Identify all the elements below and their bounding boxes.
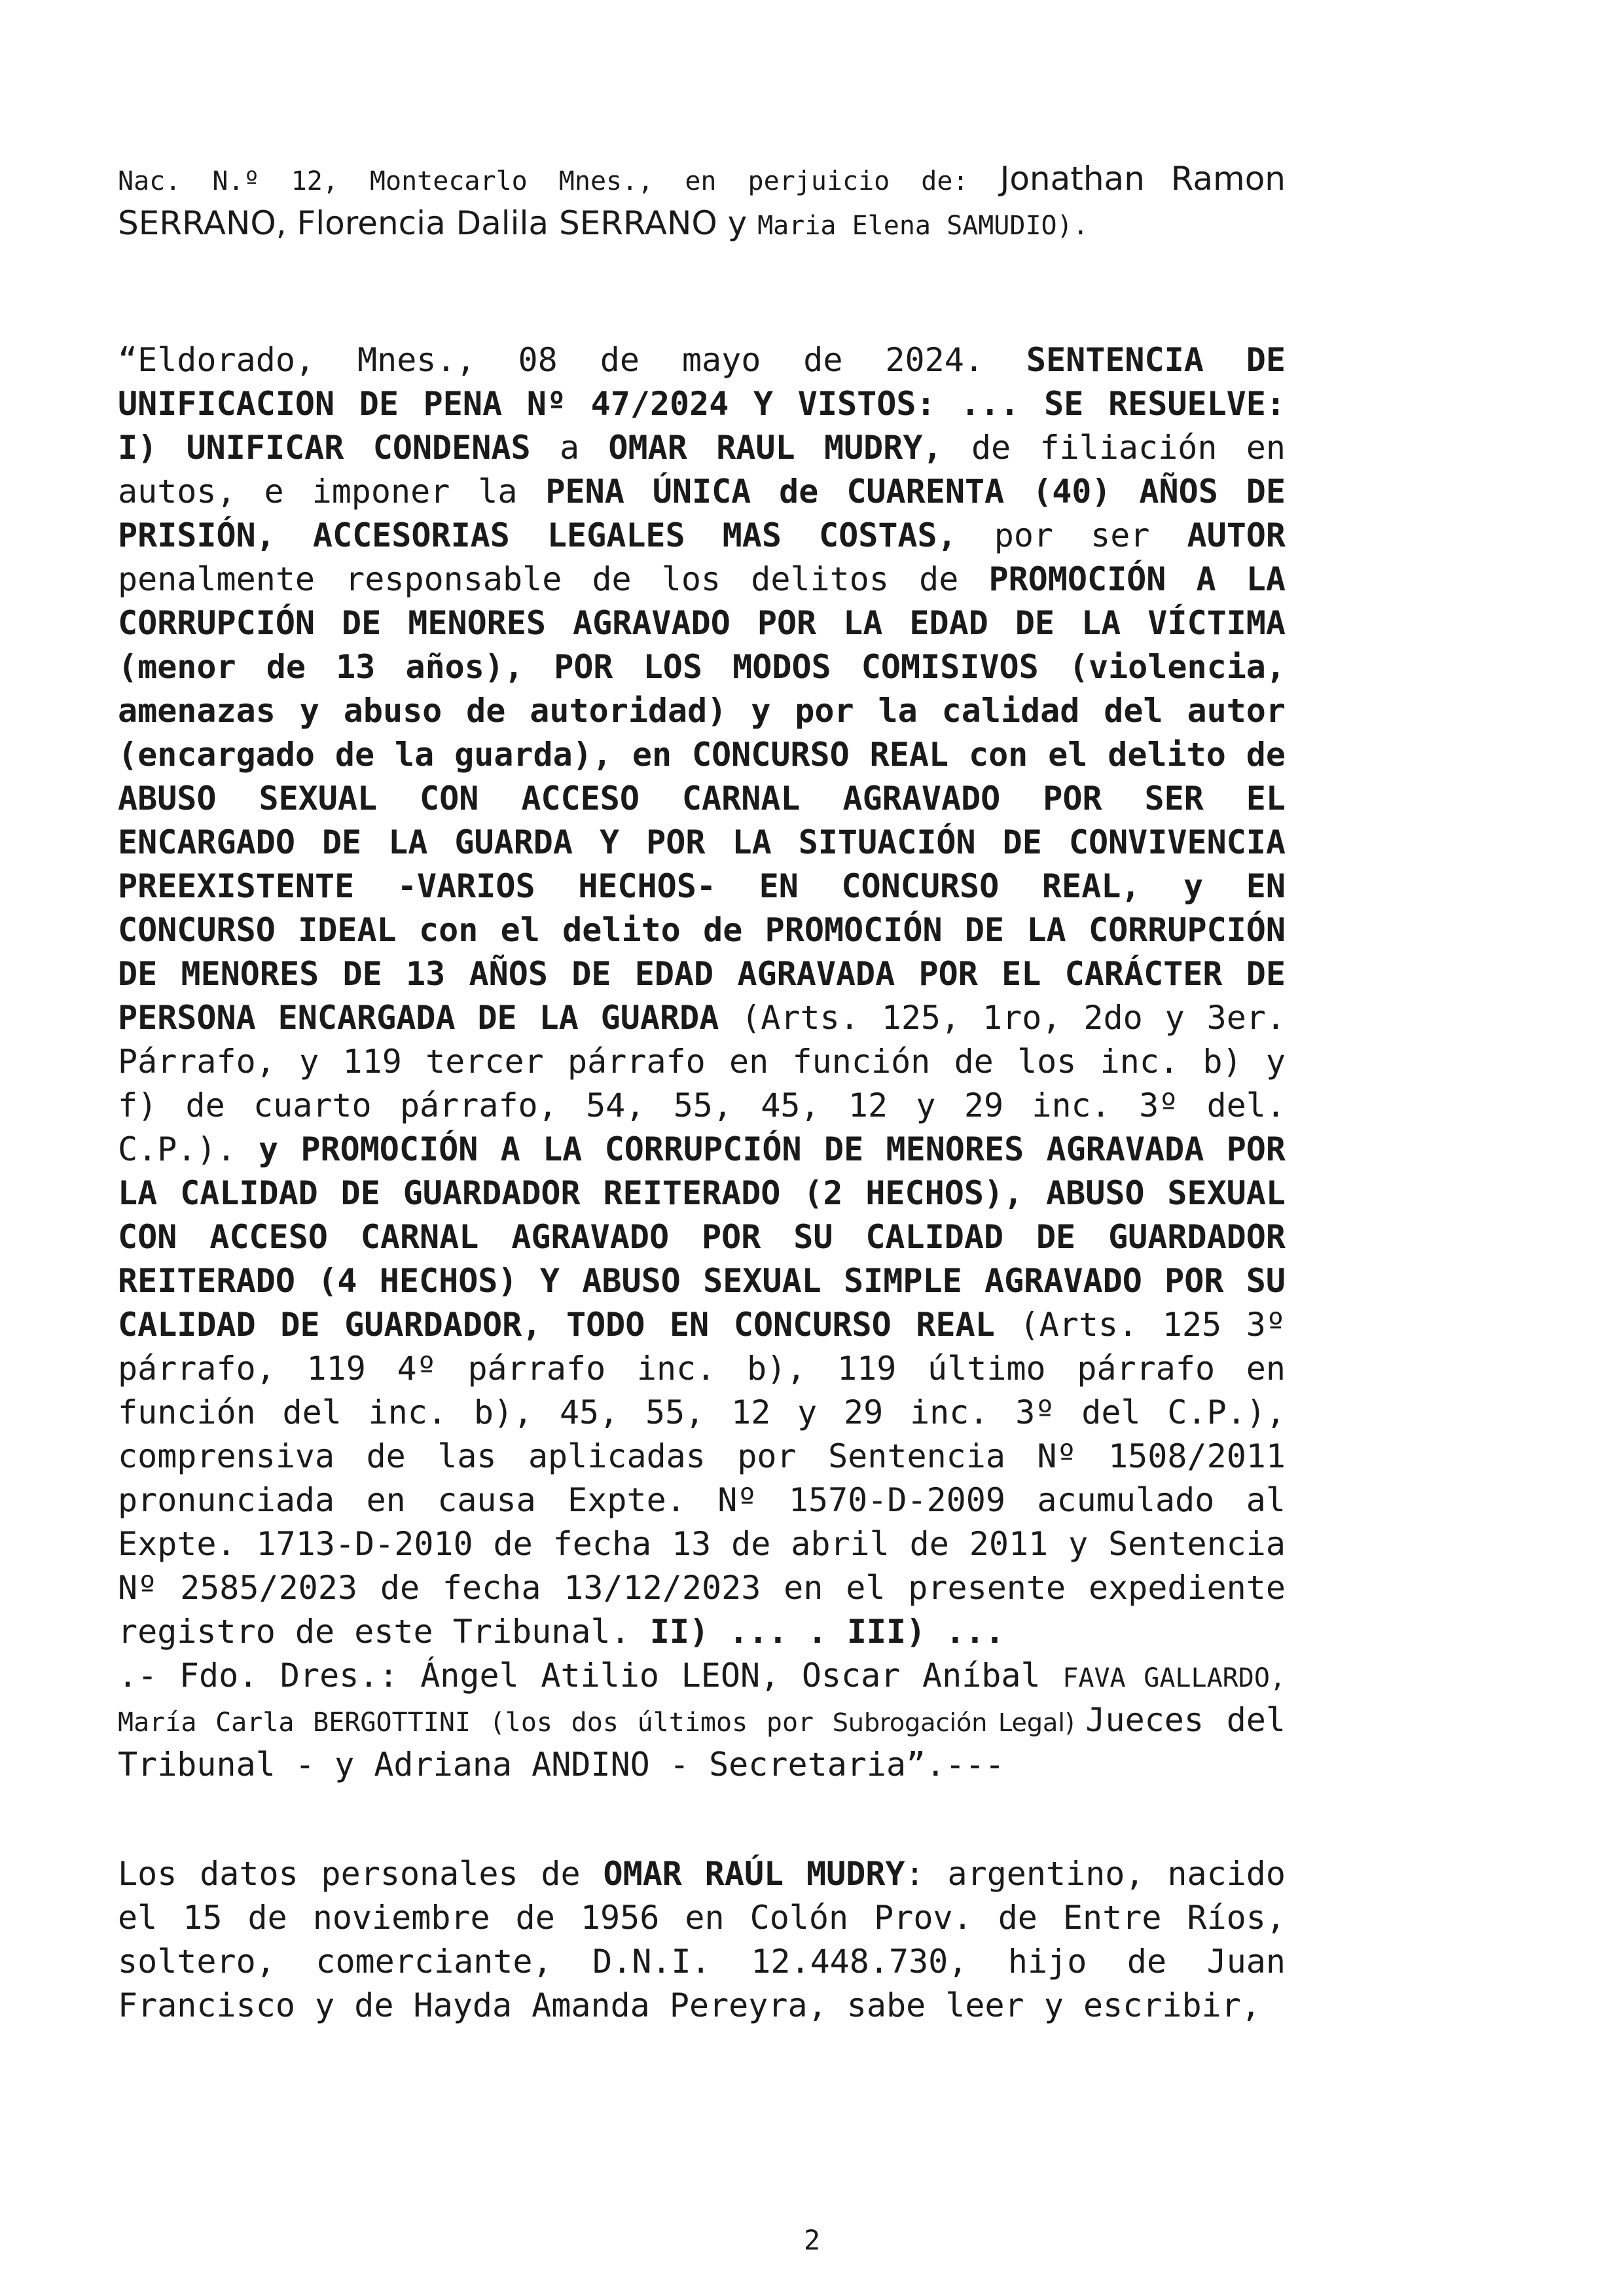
penalty: PENA ÚNICA de CUARENTA (40) AÑOS DE PRISIÓN, ACCESORIAS LEGALES MAS COSTAS, — [118, 473, 1286, 554]
defendant-name-personal: OMAR RAÚL MUDRY — [603, 1855, 905, 1893]
header-victims: Jonathan Ramon SERRANO, Florencia Dalila SERRANO y — [118, 160, 1286, 242]
sentence-text: de filiación en autos, e imponer la — [118, 429, 1286, 511]
author-label: AUTOR — [1187, 516, 1286, 554]
crimes-list-1: PROMOCIÓN A LA CORRUPCIÓN DE MENORES AGRAVADO POR LA EDAD DE LA VÍCTIMA (menor de 13 años), POR LOS MODOS COMISIVOS (violencia, amenazas y abuso de autoridad) y por la calidad del autor (encargado de la guarda), en CONCURSO REAL con el delito de ABUSO SEXUAL CON ACCESO CARNAL AGRAVADO POR SER EL ENCARGADO DE LA GUARDA Y POR LA SITUACIÓN DE CONVIVENCIA PREEXISTENTE -VARIOS HECHOS- EN CONCURSO REAL, y EN CONCURSO IDEAL con el delito de PROMOCIÓN DE LA CORRUPCIÓN DE MENORES DE 13 AÑOS DE EDAD AGRAVADA POR EL CARÁCTER DE PERSONA ENCARGADA DE LA GUARDA — [118, 560, 1286, 1037]
articles-2: (Arts. 125 3º párrafo, 119 4º párrafo inc. b), 119 último párrafo en función del inc. b), 45, 55, 12 y 29 inc. 3º del C.P.), comprensiva de las aplicadas por Sentencia Nº 1508/2011 pronunciada en causa Expte. Nº 1570-D-2009 acumulado al Expte. 1713-D-2010 de fecha 13 de abril de 2011 y Sentencia Nº 2585/2023 de fecha 13/12/2023 en el presente expediente registro de este Tribunal. — [118, 1306, 1286, 1651]
sentence-date: “Eldorado, Mnes., 08 de mayo de 2024. — [118, 341, 1026, 379]
signatures-4: Jueces del Tribunal - y Adriana ANDINO - Secretaria”.--- — [118, 1701, 1286, 1784]
sentence-text: penalmente responsable de los delitos de — [118, 560, 989, 598]
personal-data-paragraph — [118, 1852, 1286, 2028]
defendant-name: OMAR RAUL MUDRY, — [608, 429, 943, 467]
signatures-2: FAVA GALLARDO, María Carla BERGOTTINI (los dos últimos por — [118, 1663, 1286, 1738]
page-number: 2 — [803, 2224, 821, 2256]
header-text-3: Maria Elena SAMUDIO). — [757, 211, 1089, 241]
personal-details: : argentino, nacido el 15 de noviembre de 1956 en Colón Prov. de Entre Ríos, soltero, comerciante, D.N.I. 12.448.730, hijo de Juan Francisco y de Hayda Amanda Pereyra, sabe leer y escribir, — [118, 1855, 1286, 2024]
signatures-1: .- Fdo. Dres.: Ángel Atilio LEON, Oscar Aníbal — [118, 1657, 1063, 1695]
sentence-paragraph — [118, 338, 1286, 1787]
personal-text: Los datos personales de — [118, 1855, 604, 1893]
header-text-1: Nac. N.º 12, Montecarlo Mnes., en perjuicio de: — [118, 166, 1000, 196]
resolution-items: II) ... . III) ... — [649, 1613, 1005, 1651]
header-paragraph — [118, 157, 1286, 246]
articles-1: (Arts. 125, 1ro, 2do y 3er. Párrafo, y 119 tercer párrafo en función de los inc. b) y f) de cuarto párrafo, 54, 55, 45, 12 y 29 inc. 3º del. C.P.). — [118, 999, 1286, 1168]
sentence-text: a — [530, 429, 609, 467]
crimes-list-2: y PROMOCIÓN A LA CORRUPCIÓN DE MENORES AGRAVADA POR LA CALIDAD DE GUARDADOR REITERADO (2 HECHOS), ABUSO SEXUAL CON ACCESO CARNAL AGRAVADO POR SU CALIDAD DE GUARDADOR REITERADO (4 HECHOS) Y ABUSO SEXUAL SIMPLE AGRAVADO POR SU CALIDAD DE GUARDADOR, TODO EN CONCURSO REAL — [118, 1130, 1286, 1344]
sentence-text: por ser — [956, 516, 1187, 554]
sentence-title: SENTENCIA DE UNIFICACION DE PENA Nº 47/2024 Y VISTOS: ... SE RESUELVE: I) UNIFICAR CONDENAS — [118, 341, 1286, 467]
signatures-3: Subrogación Legal) — [832, 1708, 1086, 1737]
